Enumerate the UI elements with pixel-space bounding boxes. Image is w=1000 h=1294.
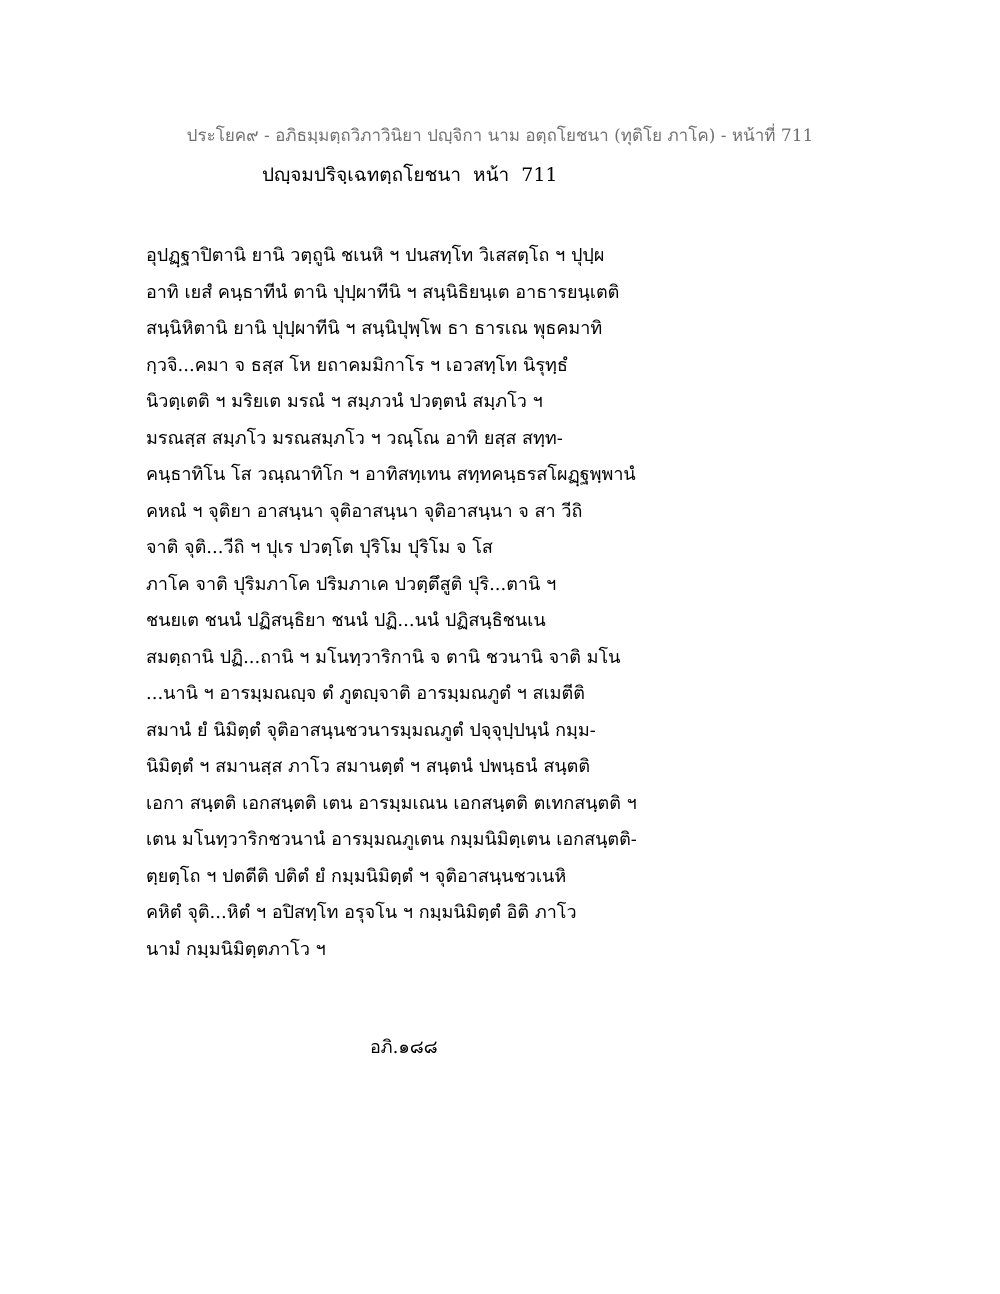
- text-line-15: นิมิตฺตํ ฯ สมานสฺส ภาโว สมานตฺตํ ฯ สนฺตนํ ปพนฺธนํ สนฺตติ: [146, 756, 591, 777]
- text-line-10: ภาโค จาติ ปุริมภาโค ปริมภาเค ปวตฺตึสูติ ปุริ...ตานิ ฯ: [146, 573, 557, 595]
- text-line-12: สมตฺถานิ ปฏิ...ถานิ ฯ มโนทฺวาริกานิ จ ตานิ ชวนานิ จาติ มโน: [146, 646, 621, 668]
- text-line-6: มรณสฺส สมฺภโว มรณสมฺภโว ฯ วณฺโณ อาทิ ยสฺส สทฺท-: [146, 427, 563, 449]
- running-header: ประโยค๙ - อภิธมฺมตฺถวิภาวินิยา ปญฺจิกา นาม อตฺถโยชนา (ทุติโย ภาโค) - หน้าที่ 711: [186, 126, 814, 146]
- text-line-5: นิวตฺเตติ ฯ มริยเต มรณํ ฯ สมฺภวนํ ปวตฺตนํ สมฺภโว ฯ: [146, 391, 543, 412]
- text-line-20: นามํ กมฺมนิมิตฺตภาโว ฯ: [146, 938, 326, 960]
- body-text: [146, 238, 706, 968]
- text-line-17: เตน มโนทฺวาริกชวนานํ อารมฺมณภูเตน กมฺมนิมิตฺเตน เอกสนฺตติ-: [146, 829, 637, 850]
- text-line-14: สมานํ ยํ นิมิตฺตํ จุติอาสนฺนชวนารมฺมณภูตํ ปจฺจุปฺปนฺนํ กมฺม-: [146, 719, 596, 741]
- text-line-13: ...นานิ ฯ อารมฺมณญฺจ ตํ ภูตญฺจาติ อารมฺมณภูตํ ฯ สเมตีติ: [146, 683, 585, 704]
- section-title: ปญฺจมปริจฺเฉทตฺถโยชนา หน้า 711: [262, 164, 558, 186]
- text-line-19: คหิตํ จุติ...หิตํ ฯ อปิสทฺโท อรุจโน ฯ กมฺมนิมิตฺตํ อิติ ภาโว: [146, 902, 577, 923]
- text-line-9: จาติ จุติ...วีถิ ฯ ปุเร ปวตฺโต ปุริโม ปุริโม จ โส: [146, 537, 493, 558]
- page-footer-mark: อภิ.๑๘๘: [370, 1037, 438, 1058]
- text-line-18: ตฺยตฺโถ ฯ ปตตีติ ปติตํ ยํ กมฺมนิมิตฺตํ ฯ จุติอาสนฺนชวเนหิ: [146, 865, 567, 887]
- text-line-1: อุปฏฺฐาปิตานิ ยานิ วตฺถูนิ ชเนหิ ฯ ปนสทฺโท วิเสสตฺโถ ฯ ปุปฺผ: [146, 245, 605, 266]
- text-line-2: อาทิ เยสํ คนฺธาทีนํ ตานิ ปุปฺผาทีนิ ฯ สนฺนิธิยนฺเต อาธารยนฺเตติ: [146, 281, 620, 303]
- text-line-3: สนฺนิหิตานิ ยานิ ปุปฺผาทีนิ ฯ สนฺนิปุพฺโพ ธา ธารเณ พุธคมาทิ: [146, 318, 603, 339]
- text-line-4: กฺวจิ...คมา จ ธสฺส โห ยถาคมมิกาโร ฯ เอวสทฺโท นิรุทฺธํ: [146, 354, 568, 376]
- text-line-16: เอกา สนฺตติ เอกสนฺตติ เตน อารมฺมเณน เอกสนฺตติ ตเทกสนฺตติ ฯ: [146, 792, 637, 814]
- text-line-8: คหณํ ฯ จุติยา อาสนฺนา จุติอาสนฺนา จุติอาสนฺนา จ สา วีถิ: [146, 500, 583, 522]
- text-line-7: คนฺธาทิโน โส วณฺณาทิโก ฯ อาทิสทฺเทน สทฺทคนฺธรสโผฏฺฐพฺพานํ: [146, 464, 636, 485]
- text-line-11: ชนยเต ชนนํ ปฏิสนฺธิยา ชนนํ ปฏิ...นนํ ปฏิสนฺธิชนเน: [146, 610, 546, 631]
